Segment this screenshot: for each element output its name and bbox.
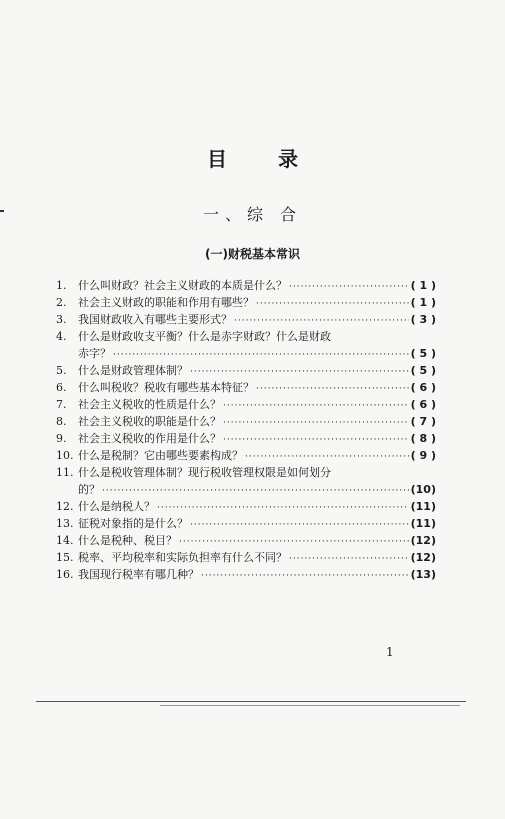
section-heading: 一、综 合 <box>202 205 303 224</box>
toc-entry <box>56 294 436 311</box>
toc-entry-text: 什么是税制？它由哪些要素构成？ <box>78 449 243 462</box>
page-number: 1 <box>386 645 394 659</box>
toc-entry-text: 社会主义税收的性质是什么？ <box>78 398 221 411</box>
toc-entry-number: 3. <box>56 313 67 326</box>
toc-entry <box>56 549 436 566</box>
toc-entry-page: ( 9 ) <box>410 449 436 462</box>
toc-entry <box>56 430 436 447</box>
toc-entry-number: 5. <box>56 364 67 377</box>
dot-leader <box>190 364 409 379</box>
toc-entry-text: 什么叫税收？税收有哪些基本特征？ <box>78 381 254 394</box>
bottom-rule-secondary <box>160 705 460 706</box>
toc-entry-page: ( 1 ) <box>410 279 436 292</box>
toc-entry-text-continued: 的？ <box>78 483 100 496</box>
dot-leader <box>289 551 409 566</box>
toc-entry-number: 13. <box>56 517 74 530</box>
dot-leader <box>289 279 409 294</box>
subsection-heading: (一)财税基本常识 <box>205 247 300 261</box>
bottom-rule <box>36 701 466 702</box>
dot-leader <box>234 313 409 328</box>
dot-leader <box>223 415 409 430</box>
dot-leader <box>190 517 409 532</box>
dot-leader <box>223 432 409 447</box>
toc-entry-text: 什么叫财政？社会主义财政的本质是什么？ <box>78 279 287 292</box>
toc-entry <box>56 413 436 430</box>
toc-entry-number: 1. <box>56 279 67 292</box>
toc-entry-number: 12. <box>56 500 74 513</box>
toc-entry-text: 社会主义税收的职能是什么？ <box>78 415 221 428</box>
toc-entry-number: 9. <box>56 432 67 445</box>
toc-entry-text: 社会主义财政的职能和作用有哪些？ <box>78 296 254 309</box>
toc-entry-page: (13) <box>410 568 436 581</box>
dot-leader <box>102 483 409 498</box>
toc-entry-number: 2. <box>56 296 67 309</box>
toc-entry <box>56 277 436 294</box>
toc-entry-page: (10) <box>410 483 436 496</box>
dot-leader <box>223 398 409 413</box>
toc-entry-page: ( 8 ) <box>410 432 436 445</box>
toc-entry <box>56 464 436 498</box>
toc-entry-page: ( 7 ) <box>410 415 436 428</box>
dot-leader <box>113 347 409 362</box>
toc-entry <box>56 447 436 464</box>
toc-entry <box>56 515 436 532</box>
toc-entry-page: (11) <box>410 517 436 530</box>
toc-entry <box>56 362 436 379</box>
toc-entry <box>56 498 436 515</box>
toc-entry-text: 什么是税种、税目？ <box>78 534 177 547</box>
dot-leader <box>201 568 409 583</box>
toc-entry-number: 7. <box>56 398 67 411</box>
toc-entry-text-continued: 赤字？ <box>78 347 111 360</box>
page-title: 目 录 <box>207 147 320 171</box>
toc-entry-number: 8. <box>56 415 67 428</box>
toc-entry-number: 11. <box>56 466 74 479</box>
toc-entry-number: 10. <box>56 449 74 462</box>
toc-entry-number: 14. <box>56 534 74 547</box>
toc-entry-text: 征税对象指的是什么？ <box>78 517 188 530</box>
toc-entry-text: 税率、平均税率和实际负担率有什么不同？ <box>78 551 287 564</box>
toc-entry-page: ( 1 ) <box>410 296 436 309</box>
toc-entry-text: 什么是税收管理体制？现行税收管理权限是如何划分 <box>78 466 331 479</box>
dot-leader <box>256 381 409 396</box>
dot-leader <box>245 449 409 464</box>
toc-entry-text: 我国财政收入有哪些主要形式？ <box>78 313 232 326</box>
dot-leader <box>256 296 409 311</box>
toc-entry-page: ( 6 ) <box>410 381 436 394</box>
toc-entry <box>56 532 436 549</box>
toc-entry-page: (12) <box>410 551 436 564</box>
toc-entry <box>56 379 436 396</box>
toc-entry-text: 社会主义税收的作用是什么？ <box>78 432 221 445</box>
toc-entry-text: 我国现行税率有哪几种？ <box>78 568 199 581</box>
toc-entry-number: 16. <box>56 568 74 581</box>
toc-entry-page: ( 5 ) <box>410 347 436 360</box>
toc-entry-number: 15. <box>56 551 74 564</box>
toc-entry-page: ( 5 ) <box>410 364 436 377</box>
toc-entry-number: 4. <box>56 330 67 343</box>
toc-entry <box>56 328 436 362</box>
toc-entry-page: (12) <box>410 534 436 547</box>
toc-entry-page: (11) <box>410 500 436 513</box>
toc-entry <box>56 566 436 583</box>
toc-entry-number: 6. <box>56 381 67 394</box>
toc-entry <box>56 396 436 413</box>
dot-leader <box>179 534 409 549</box>
toc-entry-text: 什么是财政管理体制？ <box>78 364 188 377</box>
toc-entry-text: 什么是财政收支平衡？什么是赤字财政？什么是财政 <box>78 330 331 343</box>
toc-entry <box>56 311 436 328</box>
toc-entry-text: 什么是纳税人？ <box>78 500 155 513</box>
toc-entry-page: ( 3 ) <box>410 313 436 326</box>
table-of-contents <box>56 277 436 583</box>
dot-leader <box>157 500 409 515</box>
toc-entry-page: ( 6 ) <box>410 398 436 411</box>
